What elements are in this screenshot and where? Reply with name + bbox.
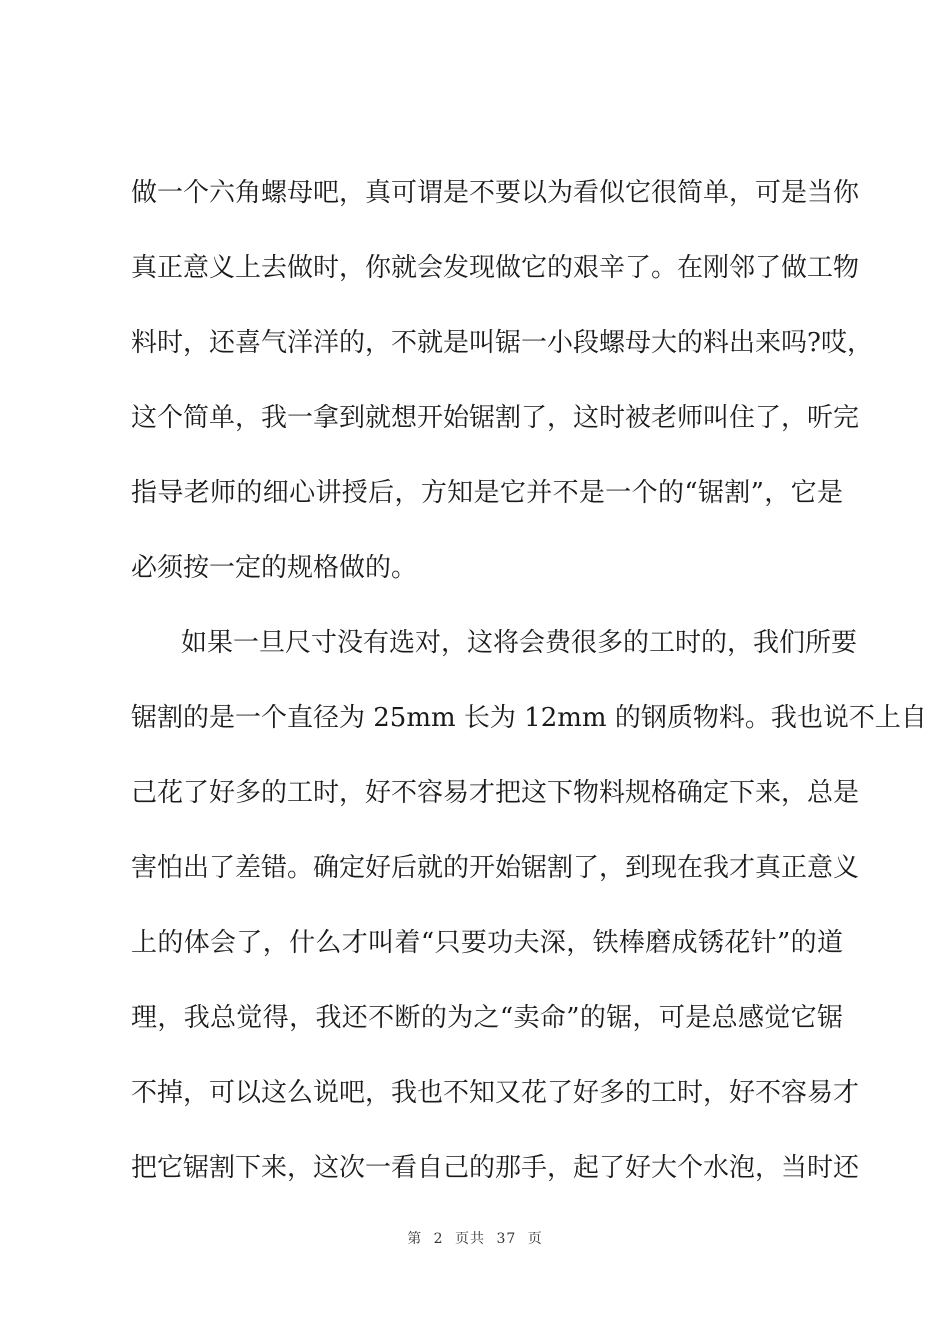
text-line: 这个简单，我一拿到就想开始锯割了，这时被老师叫住了，听完 bbox=[131, 403, 860, 433]
text-line: 锯割的是一个直径为 25mm 长为 12mm 的钢质物料。我也说不上自 bbox=[131, 703, 927, 733]
text-line: 做一个六角螺母吧，真可谓是不要以为看似它很简单，可是当你 bbox=[131, 178, 860, 208]
text-line: 理，我总觉得，我还不断的为之“卖命”的锯，可是总感觉它锯 bbox=[131, 1003, 843, 1033]
text-line: 必须按一定的规格做的。 bbox=[131, 553, 418, 583]
text-line: 把它锯割下来，这次一看自己的那手，起了好大个水泡，当时还 bbox=[131, 1153, 860, 1183]
page-footer: 第 2 页共 37 页 bbox=[407, 1231, 543, 1247]
text-line: 料时，还喜气洋洋的，不就是叫锯一小段螺母大的料出来吗?哎， bbox=[131, 328, 873, 358]
text-line: 指导老师的细心讲授后，方知是它并不是一个的“锯割”，它是 bbox=[131, 478, 843, 508]
text-line: 如果一旦尺寸没有选对，这将会费很多的工时的，我们所要 bbox=[181, 628, 858, 658]
text-line: 真正意义上去做时，你就会发现做它的艰辛了。在刚邻了做工物 bbox=[131, 253, 860, 283]
text-line: 害怕出了差错。确定好后就的开始锯割了，到现在我才真正意义 bbox=[131, 853, 860, 883]
text-line: 上的体会了，什么才叫着“只要功夫深，铁棒磨成锈花针”的道 bbox=[131, 928, 843, 958]
text-line: 不掉，可以这么说吧，我也不知又花了好多的工时，好不容易才 bbox=[131, 1078, 860, 1108]
text-line: 己花了好多的工时，好不容易才把这下物料规格确定下来，总是 bbox=[131, 778, 860, 808]
